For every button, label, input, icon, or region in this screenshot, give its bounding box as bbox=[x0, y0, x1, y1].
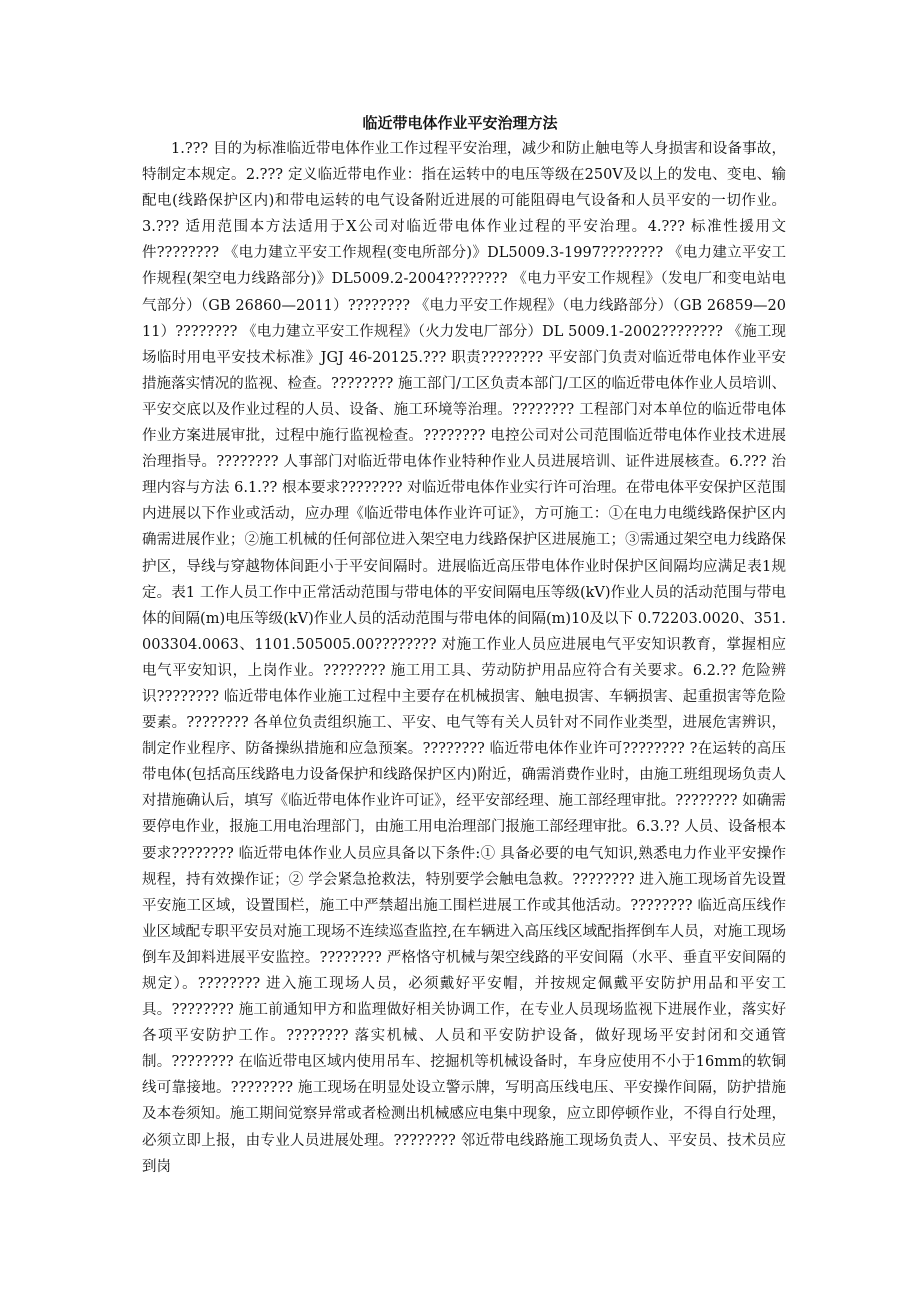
document-title: 临近带电体作业平安治理方法 bbox=[362, 114, 558, 132]
document-body-text: 1.??? 目的为标准临近带电体作业工作过程平安治理，减少和防止触电等人身损害和设备事故，特制定本规定。2.??? 定义临近带电作业：指在运转中的电压等级在250V及以上的发电、变电、输配电(线路保护区内)和带电运转的电气设备附近进展的可能阻碍电气设备和人员平安的一切作业。3.??? 适用范围本方法适用于X公司对临近带电体作业过程的平安治理。4.??? 标准性援用文件???????? 《电力建立平安工作规程(变电所部分)》DL5009.3-1997???????? 《电力建立平安工作规程(架空电力线路部分)》DL5009.2-2004???????? 《电力平安工作规程》（发电厂和变电站电气部分）（GB 26860—2011）???????? 《电力平安工作规程》（电力线路部分）（GB 26859—2011）???????? 《电力建立平安工作规程》（火力发电厂部分）DL 5009.1-2002???????? 《施工现场临时用电平安技术标准》JGJ 46-20125.??? 职责???????? 平安部门负责对临近带电体作业平安措施落实情况的监视、检查。???????? 施工部门/工区负责本部门/工区的临近带电体作业人员培训、平安交底以及作业过程的人员、设备、施工环境等治理。???????? 工程部门对本单位的临近带电体作业方案进展审批，过程中施行监视检查。???????? 电控公司对公司范围临近带电体作业技术进展治理指导。???????? 人事部门对临近带电体作业特种作业人员进展培训、证件进展核查。6.??? 治理内容与方法 6.1.?? 根本要求???????? 对临近带电体作业实行许可治理。在带电体平安保护区范围内进展以下作业或活动，应办理《临近带电体作业许可证》，方可施工：①在电力电缆线路保护区内确需进展作业；②施工机械的任何部位进入架空电力线路保护区进展施工；③需通过架空电力线路保护区，导线与穿越物体间距小于平安间隔时。进展临近高压带电体作业时保护区间隔均应满足表1规定。表1 工作人员工作中正常活动范围与带电体的平安间隔电压等级(kV)作业人员的活动范围与带电体的间隔(m)电压等级(kV)作业人员的活动范围与带电体的间隔(m)10及以下 0.72203.0020、351.003304.0063、1101.505005.00???????? 对施工作业人员应进展电气平安知识教育，掌握相应电气平安知识，上岗作业。???????? 施工用工具、劳动防护用品应符合有关要求。6.2.?? 危险辨识???????? 临近带电体作业施工过程中主要存在机械损害、触电损害、车辆损害、起重损害等危险要素。???????? 各单位负责组织施工、平安、电气等有关人员针对不同作业类型，进展危害辨识，制定作业程序、防备操纵措施和应急预案。???????? 临近带电体作业许可???????? ?在运转的高压带电体(包括高压线路电力设备保护和线路保护区内)附近，确需消费作业时，由施工班组现场负责人对措施确认后，填写《临近带电体作业许可证》，经平安部经理、施工部经理审批。???????? 如确需要停电作业，报施工用电治理部门，由施工用电治理部门报施工部经理审批。6.3.?? 人员、设备根本要求???????? 临近带电体作业人员应具备以下条件:① 具备必要的电气知识,熟悉电力作业平安操作规程，持有效操作证；② 学会紧急抢救法，特别要学会触电急救。???????? 进入施工现场首先设置平安施工区域，设置围栏，施工中严禁超出施工围栏进展工作或其他活动。???????? 临近高压线作业区域配专职平安员对施工现场不连续巡查监控,在车辆进入高压线区域配指挥倒车人员，对施工现场倒车及卸料进展平安监控。???????? 严格恪守机械与架空线路的平安间隔（水平、垂直平安间隔的规定）。???????? 进入施工现场人员，必须戴好平安帽，并按规定佩戴平安防护用品和平安工具。???????? 施工前通知甲方和监理做好相关协调工作，在专业人员现场监视下进展作业，落实好各项平安防护工作。???????? 落实机械、人员和平安防护设备，做好现场平安封闭和交通管制。???????? 在临近带电区域内使用吊车、挖掘机等机械设备时，车身应使用不小于16mm的软铜线可靠接地。???????? 施工现场在明显处设立警示牌，写明高压线电压、平安操作间隔，防护措施及本卷须知。施工期间觉察异常或者检测出机械感应电集中现象，应立即停顿作业，不得自行处理，必须立即上报，由专业人员进展处理。???????? 邻近带电线路施工现场负责人、平安员、技术员应到岗 bbox=[142, 141, 786, 1175]
